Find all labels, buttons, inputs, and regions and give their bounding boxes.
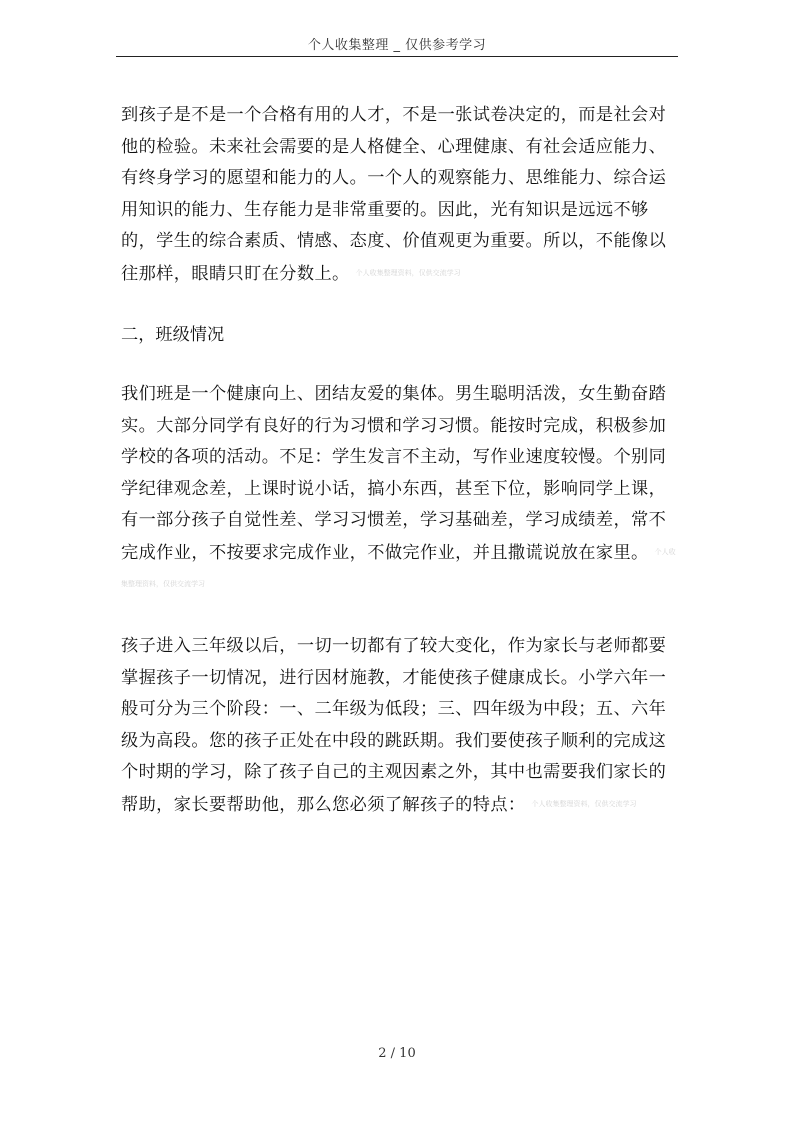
watermark-text: 个人收集整理资料，仅供交流学习 [355,268,461,277]
header-divider [116,56,678,57]
paragraph-text: 我们班是一个健康向上、团结友爱的集体。男生聪明活泼，女生勤奋踏实。大部分同学有良好的行为习惯和学习习惯。能按时完成，积极参加学校的各项的活动。不足：学生发言不主动，写作业速度较慢。个别同学纪律观念差，上课时说小话，搞小东西，甚至下位，影响同学上课，有一部分孩子自觉性差、学习习惯差，学习基础差，学习成绩差，常不完成作业，不按要求完成作业，不做完作业，并且撒谎说放在家里。 [121,384,667,563]
section-heading-class-situation: 二，班级情况 [121,324,225,345]
paragraph-education-values [121,100,677,290]
page-header: 个人收集整理 _ 仅供参考学习 [307,38,487,53]
page-number: 2 / 10 [378,1046,416,1061]
document-body [121,100,677,851]
paragraph-third-grade [121,631,677,821]
paragraph-class-situation [121,379,677,601]
paragraph-text: 到孩子是不是一个合格有用的人才，不是一张试卷决定的，而是社会对他的检验。未来社会需要的是人格健全、心理健康、有社会适应能力、有终身学习的愿望和能力的人。一个人的观察能力、思维能力、综合运用知识的能力、生存能力是非常重要的。因此，光有知识是远远不够的，学生的综合素质、情感、态度、价值观更为重要。所以，不能像以往那样，眼睛只盯在分数上。 [121,105,667,284]
paragraph-text: 孩子进入三年级以后，一切一切都有了较大变化，作为家长与老师都要掌握孩子一切情况，进行因材施教，才能使孩子健康成长。小学六年一般可分为三个阶段：一、二年级为低段；三、四年级为中段；五、六年级为高段。您的孩子正处在中段的跳跃期。我们要使孩子顺利的完成这个时期的学习，除了孩子自己的主观因素之外，其中也需要我们家长的帮助，家长要帮助他，那么您必须了解孩子的特点： [121,636,667,815]
watermark-text: 个人收集整理资料，仅供交流学习 [121,547,676,588]
watermark-text: 个人收集整理资料，仅供交流学习 [531,799,637,808]
